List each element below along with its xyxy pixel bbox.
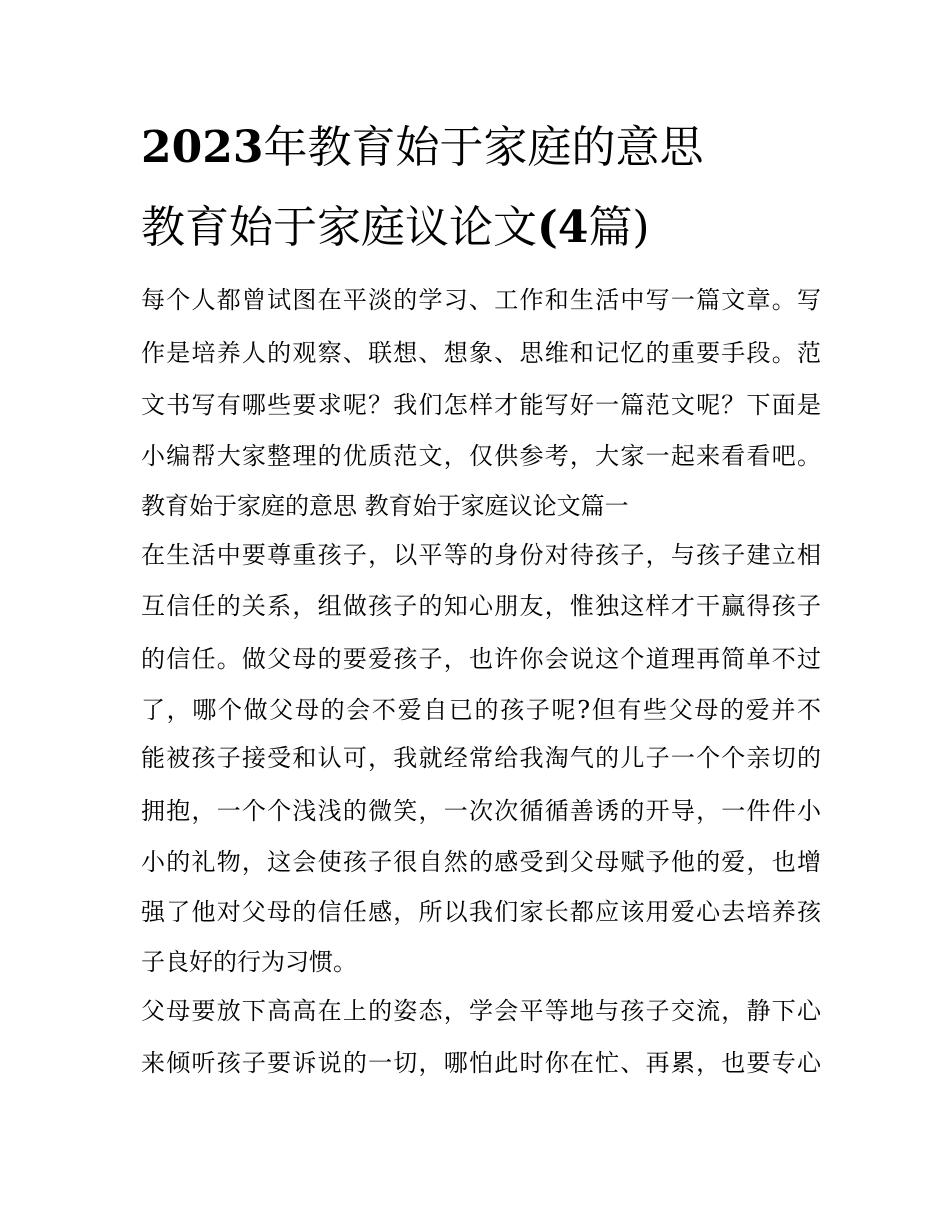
title-line-2: [141, 198, 821, 258]
body-line: 作是培养人的观察、联想、想象、思维和记忆的重要手段。范: [141, 339, 821, 367]
body-line: 互信任的关系，组做孩子的知心朋友，惟独这样才干赢得孩子: [141, 592, 821, 620]
title-line-1: [141, 118, 821, 178]
title-line-2-suffix: 篇): [588, 202, 650, 253]
body-line: 了，哪个做父母的会不爱自已的孩子呢?但有些父母的爱并不: [141, 696, 821, 724]
body-line: 父母要放下高高在上的姿态，学会平等地与孩子交流，静下心: [141, 997, 821, 1025]
body-line: 文书写有哪些要求呢？我们怎样才能写好一篇范文呢？下面是: [141, 391, 821, 419]
body-line: 拥抱，一个个浅浅的微笑，一次次循循善诱的开导，一件件小: [141, 797, 821, 825]
body-line: 小的礼物，这会使孩子很自然的感受到父母赋予他的爱，也增: [141, 848, 821, 876]
title-count: (4: [537, 202, 589, 253]
section-heading: 教育始于家庭的意思 教育始于家庭议论文篇一: [141, 492, 629, 520]
body-line: 子良好的行为习惯。: [141, 948, 357, 976]
body-line: 的信任。做父母的要爱孩子，也许你会说这个道理再简单不过: [141, 645, 821, 673]
body-line: 小编帮大家整理的优质范文，仅供参考，大家一起来看看吧。: [141, 442, 821, 470]
body-line: 能被孩子接受和认可，我就经常给我淘气的儿子一个个亲切的: [141, 744, 821, 772]
body-line: 强了他对父母的信任感，所以我们家长都应该用爱心去培养孩: [141, 898, 821, 926]
body-line: 在生活中要尊重孩子，以平等的身份对待孩子，与孩子建立相: [141, 541, 821, 569]
title-year: 2023: [141, 122, 264, 173]
body-line: 来倾听孩子要诉说的一切，哪怕此时你在忙、再累，也要专心: [141, 1049, 821, 1077]
body-line: 每个人都曾试图在平淡的学习、工作和生活中写一篇文章。写: [141, 286, 821, 314]
title-line-2-text: 教育始于家庭议论文: [141, 202, 537, 253]
title-line-1-text: 年教育始于家庭的意思: [263, 122, 704, 173]
